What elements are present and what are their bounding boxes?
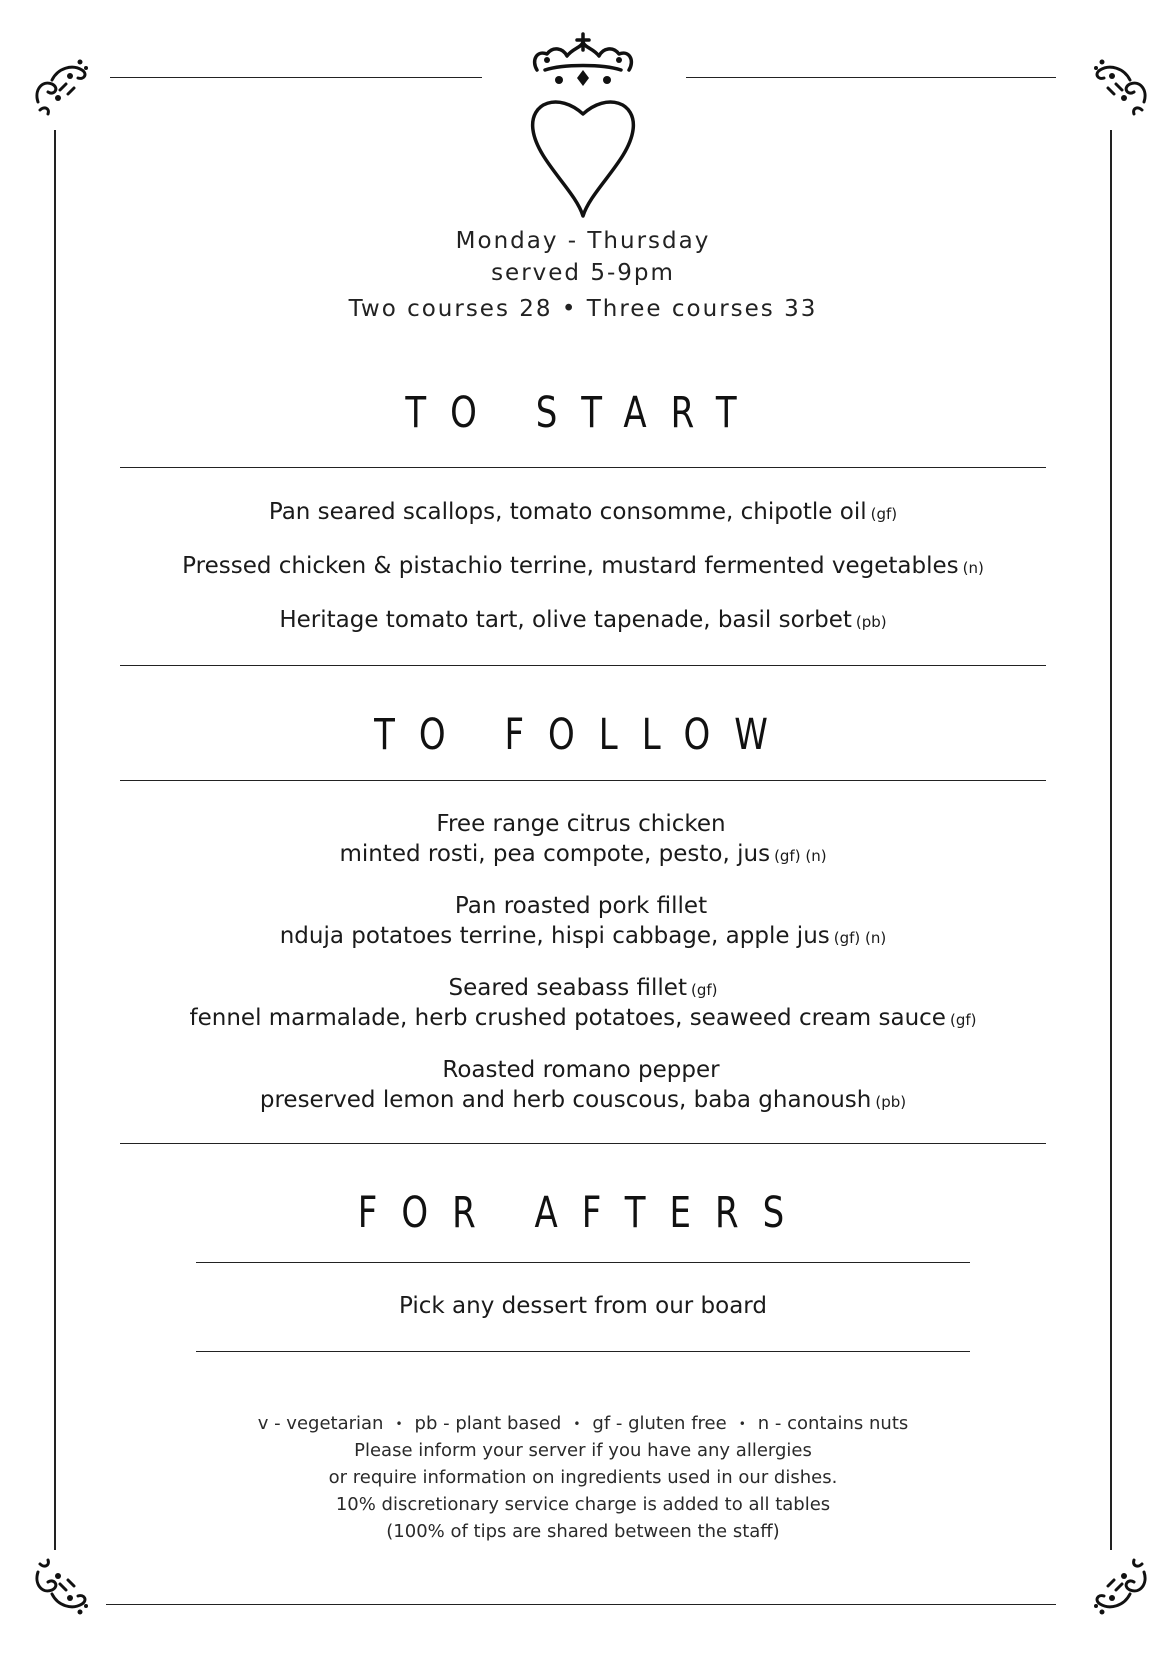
dish-line: Heritage tomato tart, olive tapenade, basil sorbet: [279, 607, 852, 633]
tips-note: (100% of tips are shared between the staff): [386, 1521, 780, 1542]
follow-top-rule: [120, 780, 1046, 781]
starter-item-3: [0, 606, 1166, 636]
key-contains-nuts: n - contains nuts: [757, 1413, 909, 1434]
key-plant-based: pb - plant based: [414, 1413, 562, 1434]
dish-tags: (pb): [875, 1093, 907, 1111]
dish-line: nduja potatoes terrine, hispi cabbage, apple jus: [279, 923, 830, 949]
dish-tags: (gf) (n): [774, 847, 827, 865]
key-gluten-free: gf - gluten free: [592, 1413, 727, 1434]
follow-bottom-rule: [120, 1143, 1046, 1144]
dietary-key: [0, 1410, 1166, 1438]
dish-tags: (gf): [949, 1011, 977, 1029]
dish-name: Free range citrus chicken: [436, 811, 726, 837]
dish-name-tags: (gf): [690, 981, 718, 999]
dish-line: fennel marmalade, herb crushed potatoes, seaweed cream sauce: [189, 1005, 946, 1031]
dish-tags: (n): [962, 559, 984, 577]
ornament-top-right-icon: [1082, 50, 1152, 120]
allergy-note-1: Please inform your server if you have any allergies: [354, 1440, 812, 1461]
ornament-bottom-left-icon: [30, 1554, 100, 1624]
menu-hours: served 5-9pm: [491, 260, 675, 286]
start-bottom-rule: [120, 665, 1046, 666]
key-separator: •: [738, 1416, 746, 1431]
key-separator: •: [573, 1416, 581, 1431]
dish-line: preserved lemon and herb couscous, baba ghanoush: [259, 1087, 872, 1113]
dish-name: Seared seabass fillet: [448, 975, 687, 1001]
dish-tags: (pb): [855, 613, 887, 631]
key-separator: •: [395, 1416, 403, 1431]
dish-tags: (gf) (n): [833, 929, 887, 947]
ornament-bottom-right-icon: [1082, 1554, 1152, 1624]
dish-tags: (gf): [870, 505, 898, 523]
main-item-3: [0, 974, 1166, 1034]
top-rule-left: [110, 77, 482, 78]
starter-item-1: [0, 498, 1166, 528]
section-title-for-afters: FOR AFTERS: [357, 1188, 809, 1238]
afters-bottom-rule: [196, 1351, 970, 1352]
afters-text: Pick any dessert from our board: [399, 1293, 767, 1319]
starter-item-2: [0, 552, 1166, 582]
main-item-2: [0, 892, 1166, 952]
dish-name: Pan roasted pork fillet: [454, 893, 708, 919]
dish-line: minted rosti, pea compote, pesto, jus: [339, 841, 771, 867]
bottom-rule: [106, 1604, 1056, 1605]
menu-pricing: Two courses 28 • Three courses 33: [348, 296, 818, 322]
crowned-heart-logo-icon: [523, 30, 643, 220]
ornament-top-left-icon: [30, 50, 100, 120]
section-title-to-start: TO START: [405, 388, 761, 438]
allergy-note-2: or require information on ingredients used in our dishes.: [328, 1467, 838, 1488]
start-top-rule: [120, 467, 1046, 468]
menu-days: Monday - Thursday: [455, 228, 711, 254]
section-title-to-follow: TO FOLLOW: [374, 710, 792, 760]
main-item-1: [0, 810, 1166, 870]
main-item-4: [0, 1056, 1166, 1116]
service-charge-note: 10% discretionary service charge is added to all tables: [335, 1494, 831, 1515]
afters-top-rule: [196, 1262, 970, 1263]
top-rule-right: [686, 77, 1056, 78]
dish-name: Roasted romano pepper: [442, 1057, 720, 1083]
dish-line: Pressed chicken & pistachio terrine, mustard fermented vegetables: [182, 553, 959, 579]
dish-line: Pan seared scallops, tomato consomme, chipotle oil: [268, 499, 867, 525]
key-vegetarian: v - vegetarian: [257, 1413, 384, 1434]
